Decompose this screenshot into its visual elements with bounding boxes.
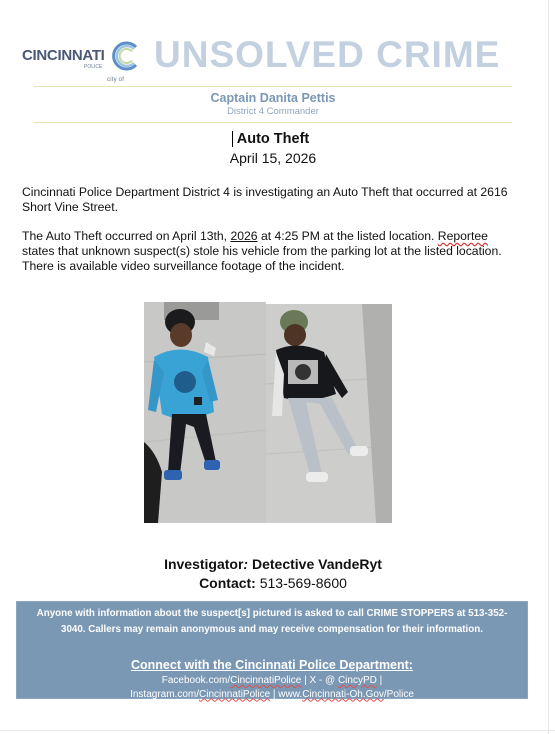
page-edge xyxy=(0,730,555,731)
separator: | xyxy=(376,675,383,686)
banner-title: UNSOLVED CRIME xyxy=(154,34,501,75)
divider xyxy=(34,122,512,123)
suspect-photo-2 xyxy=(266,304,392,523)
captain-name: Captain Danita Pettis xyxy=(210,91,336,105)
separator: | X - @ xyxy=(301,675,338,686)
intro-paragraph: Cincinnati Police Department District 4 is investigating an Auto Theft that occurred at 2616 Short Vine Street. xyxy=(22,185,508,214)
details-text: states that unknown suspect(s) stole his vehicle from the parking lot at the listed location. There is available video surveillance footage of the incident. xyxy=(22,244,502,273)
website-path: /Police xyxy=(383,688,414,700)
details-year: 2026 xyxy=(230,229,258,243)
instagram-label: Instagram.com/ xyxy=(130,688,199,700)
details-text: The Auto Theft occurred on April 13th, xyxy=(22,229,231,243)
facebook-handle: CincinnatiPolice xyxy=(230,675,302,686)
x-link[interactable]: CincyPD xyxy=(337,675,377,686)
website-domain: Cincinnati-Oh.Gov xyxy=(302,688,384,700)
logo-c-icon xyxy=(108,38,144,74)
district-title: District 4 Commander xyxy=(227,106,319,117)
details-paragraph xyxy=(22,229,522,274)
divider xyxy=(34,86,512,87)
page-edge xyxy=(548,0,549,734)
notice-date: April 15, 2026 xyxy=(229,150,317,166)
website-link[interactable] xyxy=(302,689,414,700)
facebook-label: Facebook.com/ xyxy=(161,675,231,686)
suspect-photo-1 xyxy=(144,302,266,523)
facebook-link[interactable] xyxy=(162,675,302,686)
contact-label: Contact: xyxy=(199,575,256,591)
details-reportee: Reportee xyxy=(437,229,488,243)
separator: | www. xyxy=(270,688,303,700)
social-links xyxy=(17,674,527,701)
contact-phone: 513-569-8600 xyxy=(255,575,347,591)
crime-title: Auto Theft xyxy=(236,131,310,147)
investigator-name: Detective VandeRyt xyxy=(248,556,382,572)
logo-city-of: city of xyxy=(107,77,125,83)
details-text: at 4:25 PM at the listed location. xyxy=(257,229,438,243)
investigator-line xyxy=(0,556,546,572)
logo-wordmark: CINCINNATI xyxy=(22,47,105,64)
instagram-handle: CincinnatiPolice xyxy=(199,688,271,700)
crime-stoppers-box xyxy=(16,601,528,699)
cincinnati-police-logo xyxy=(22,38,144,83)
logo-police: POLICE xyxy=(84,64,103,70)
investigator-colon: : xyxy=(243,556,249,572)
contact-line xyxy=(0,575,546,591)
instagram-link[interactable] xyxy=(130,689,270,700)
connect-heading[interactable]: Connect with the Cincinnati Police Department: xyxy=(131,658,413,672)
investigator-label: Investigator xyxy=(164,556,244,572)
crime-stoppers-message: Anyone with information about the suspect[s] pictured is asked to call CRIME STOPPERS at 513-352-3040. Callers may remain anonymous and may receive compensation for their information. xyxy=(36,608,508,635)
